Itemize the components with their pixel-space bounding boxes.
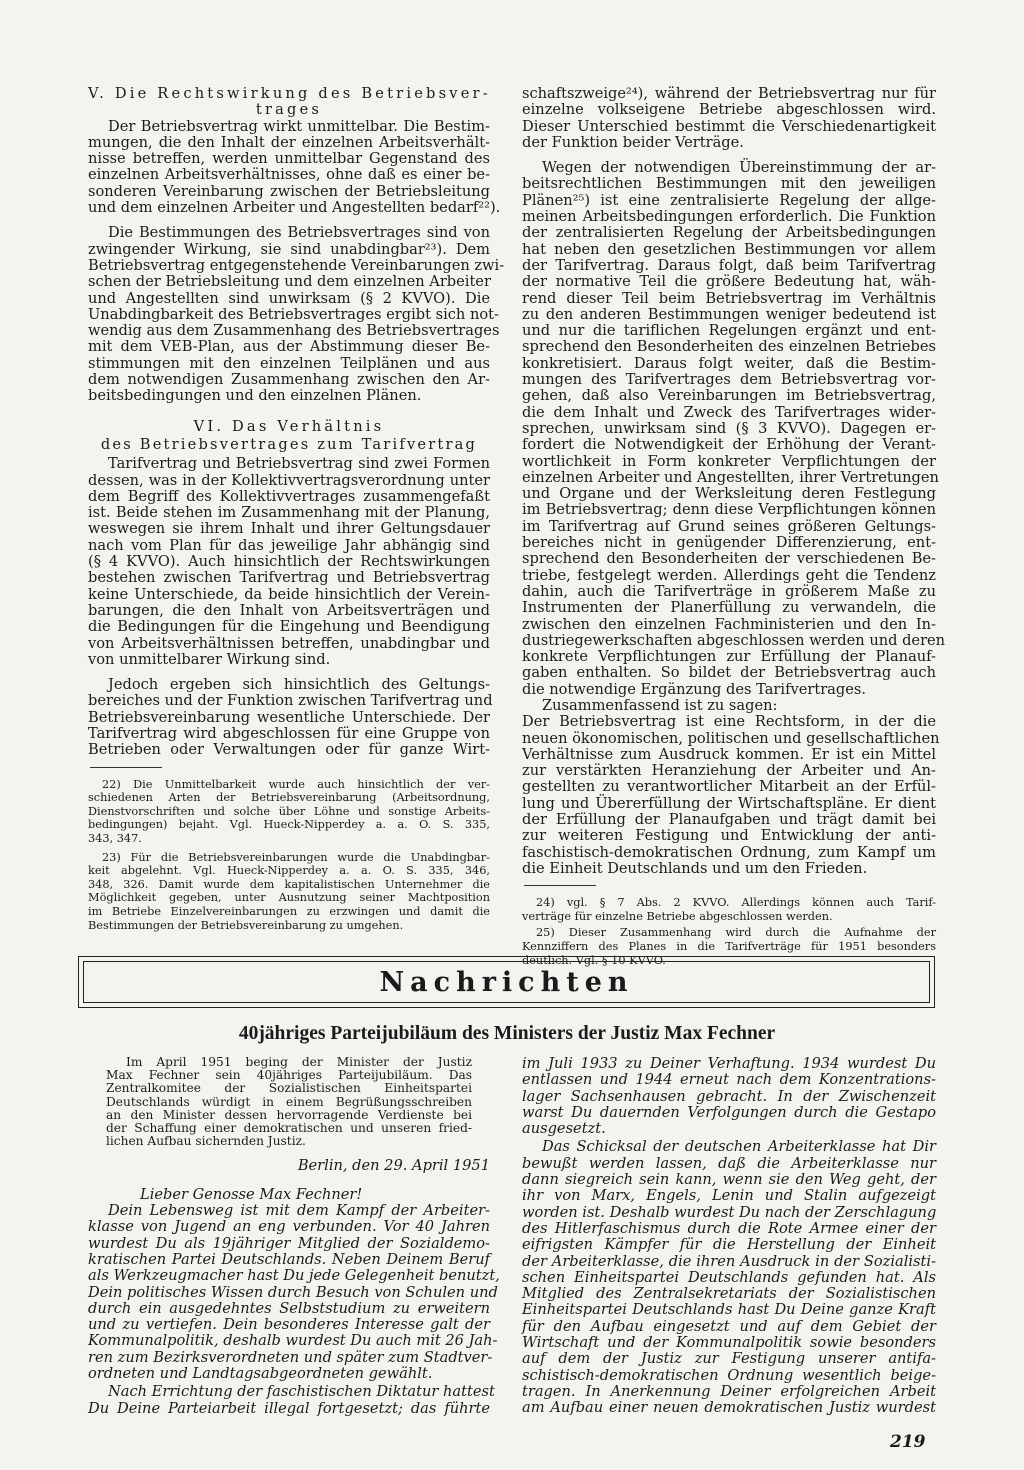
text-line: sprechend den Besonderheiten der verschiedenen Be-: [522, 550, 936, 568]
right-column: [522, 85, 946, 967]
text-line: Instrumenten der Planerfüllung zu verwandeln, die: [522, 599, 936, 617]
text-line: Unabdingbarkeit des Betriebsvertrages ergibt sich not-: [88, 305, 499, 323]
text-line: ihr von Marx, Engels, Lenin und Stalin aufgezeigt: [522, 1187, 936, 1205]
text-line: Max Fechner sein 40jähriges Parteijubiläum. Das: [106, 1068, 472, 1083]
news-banner-title: Nachrichten: [379, 966, 634, 998]
text-line: warst Du dauernden Verfolgungen durch die Gestapo: [522, 1103, 936, 1121]
right-paragraph-3: [522, 698, 936, 714]
text-line: mungen des Tarifvertrages dem Betriebsvertrag vor-: [522, 371, 936, 389]
heading-line: VI. Das Verhältnis: [193, 417, 385, 435]
text-line: hat neben den gesetzlichen Bestimmungen vor allem: [522, 240, 936, 258]
text-line: Mitglied des Zentralsekretariats der Sozialistischen: [522, 1285, 936, 1303]
text-line: Bestimmungen der Betriebsvereinbarung zu umgehen.: [88, 918, 404, 932]
text-line: keine Unterschiede, da beide hinsichtlich der Verein-: [88, 585, 490, 603]
news-banner-inner: [83, 961, 930, 1003]
text-line: sprechend den Besonderheiten des einzelnen Betriebes: [522, 338, 936, 356]
text-line: meinen Arbeitsbedingungen erforderlich. Die Funktion: [522, 208, 936, 226]
text-line: bestehen zwischen Tarifvertrag und Betriebsvertrag: [88, 569, 490, 587]
text-line: wendig aus dem Zusammenhang des Betriebsvertrages: [88, 322, 500, 340]
text-line: zur verstärkten Heranziehung der Arbeiter und An-: [522, 762, 936, 780]
text-line: der Erfüllung der Planaufgaben und trägt damit bei: [522, 811, 936, 829]
text-line: Plänen²⁵) ist eine zentralisierte Regelung der allge-: [522, 191, 936, 209]
text-line: sprechen, unwirksam sind (§ 3 KVVO). Dagegen er-: [522, 419, 936, 437]
text-line: eifrigsten Kämpfer für die Herstellung der Einheit: [522, 1236, 936, 1254]
text-line: worden ist. Deshalb wurdest Du nach der Zerschlagung: [522, 1203, 937, 1221]
text-line: lager Sachsenhausen gebracht. In der Zwischenzeit: [522, 1087, 936, 1105]
text-line: Betriebsvereinbarung wesentliche Unterschiede. Der: [88, 708, 490, 726]
text-line: mungen, die den Inhalt der einzelnen Arbeitsverhält-: [88, 133, 490, 151]
text-line: einzelne volkseigene Betriebe abgeschlossen wird.: [522, 101, 936, 119]
text-line: 24) vgl. § 7 Abs. 2 KVVO. Allerdings können auch Tarif-: [536, 896, 936, 910]
text-line: im Tarifvertrag auf Grund seines größeren Geltungs-: [522, 517, 936, 535]
text-line: dann siegreich sein kann, wenn sie den Weg geht, der: [522, 1171, 936, 1189]
text-line: schistisch-demokratischen Ordnung wesentlich beige-: [522, 1366, 936, 1384]
salutation: Lieber Genosse Max Fechner!: [140, 1185, 363, 1203]
text-line: tragen. In Anerkennung Deiner erfolgreichen Arbeit: [522, 1382, 936, 1400]
section-6-paragraph-2: [88, 676, 493, 759]
text-line: verträge für einzelne Betriebe abgeschlossen werden.: [522, 909, 833, 923]
text-line: an den Minister dessen hervorragende Verdienste bei: [106, 1107, 472, 1122]
text-line: 22) Die Unmittelbarkeit wurde auch hinsichtlich der ver-: [102, 777, 490, 791]
text-line: deutlich. Vgl. § 10 KVVO.: [522, 953, 666, 967]
footnote-divider: [524, 885, 596, 886]
text-line: schen Einheitspartei Deutschlands gefunden hat. Als: [522, 1268, 936, 1286]
text-line: Dein Lebensweg ist mit dem Kampf der Arbeiter-: [108, 1202, 490, 1220]
text-line: der Tarifvertrag. Daraus folgt, daß beim Tarifvertrag: [522, 256, 936, 274]
text-line: neuen ökonomischen, politischen und gesellschaftlichen: [522, 729, 940, 747]
footnote-23: [88, 851, 490, 933]
text-line: triebe, festgelegt werden. Allerdings geht die Tendenz: [522, 566, 936, 584]
text-line: Tarifvertrag und Betriebsvertrag sind zwei Formen: [108, 455, 490, 473]
text-line: konkretisiert. Daraus folgt weiter, daß die Bestim-: [522, 354, 936, 372]
text-line: wortlichkeit in Form konkreter Verpflichtungen der: [522, 452, 936, 470]
text-line: von Arbeitsverhältnissen betreffen, unabdingbar und: [88, 634, 490, 652]
text-line: der Schaffung einer demokratischen und unseren fried-: [106, 1121, 472, 1136]
text-line: Dieser Unterschied bestimmt die Verschiedenartigkeit: [522, 117, 936, 135]
text-line: auf dem der Justiz zur Festigung unserer antifa-: [522, 1350, 936, 1368]
text-line: sonderen Vereinbarung zwischen der Betriebsleitung: [88, 182, 490, 200]
text-line: gestellten zu verantwortlicher Mitarbeit an der Erfül-: [522, 778, 936, 796]
text-line: entlassen und 1944 erneut nach dem Konzentrations-: [522, 1071, 936, 1089]
text-line: dem Begriff des Kollektivvertrages zusammengefaßt: [88, 487, 490, 505]
text-line: ausgesetzt.: [522, 1120, 606, 1138]
section-6-paragraph-1: [88, 456, 490, 668]
text-line: klasse von Jugend an eng verbunden. Vor 40 Jahren: [88, 1218, 490, 1236]
text-line: Deutschlands würdigt in einem Begrüßungsschreiben: [106, 1094, 472, 1109]
text-line: Die Bestimmungen des Betriebsvertrages sind von: [108, 224, 490, 242]
text-line: gaben enthalten. So bildet der Betriebsvertrag auch: [522, 664, 936, 682]
letter-paragraph-4: [522, 1139, 936, 1416]
text-line: Betrieben oder Verwaltungen oder für ganze Wirt-: [88, 741, 490, 759]
text-line: Dein politisches Wissen durch Besuch von Schulen und: [88, 1283, 498, 1301]
text-line: Jedoch ergeben sich hinsichtlich des Geltungs-: [108, 676, 490, 694]
text-line: keit abgelehnt. Vgl. Hueck-Nipperdey a. a. O. S. 335, 346,: [88, 864, 490, 878]
text-line: Im April 1951 beging der Minister der Justiz: [126, 1055, 472, 1069]
text-line: (§ 4 KVVO). Auch hinsichtlich der Rechtswirkungen: [88, 553, 490, 571]
text-line: bedingungen) bejaht. Vgl. Hueck-Nipperdey a. a. O. S. 335,: [88, 818, 490, 832]
text-line: Betriebsvertrag entgegenstehende Vereinbarungen zwi-: [88, 256, 505, 274]
text-line: Kommunalpolitik, deshalb wurdest Du auch mit 26 Jah-: [88, 1332, 498, 1350]
text-line: lung und Übererfüllung der Wirtschaftspläne. Er dient: [522, 794, 936, 812]
text-line: schiedenen Arten der Betriebsvereinbarung (Arbeitsordnung,: [88, 791, 490, 805]
page-number: 219: [890, 1432, 926, 1452]
footnote-divider: [90, 767, 162, 768]
right-paragraph-4: [522, 713, 940, 877]
text-line: Möglichkeit gegeben, unter Ausnutzung seiner Machtposition: [88, 891, 490, 905]
dateline: Berlin, den 29. April 1951: [297, 1157, 490, 1175]
text-line: und Organe und der Werksleitung deren Festlegung: [522, 485, 936, 503]
text-line: mit dem VEB-Plan, aus der Abstimmung dieser Be-: [88, 338, 490, 356]
text-line: des Hitlerfaschismus durch die Rote Armee einer der: [522, 1219, 936, 1237]
footnote-24: [522, 896, 936, 923]
text-line: gehen, daß also Vereinbarungen im Betriebsvertrag,: [522, 387, 936, 405]
text-line: von unmittelbarer Wirkung sind.: [88, 650, 331, 668]
text-line: schaftszweige²⁴), während der Betriebsvertrag nur für: [522, 85, 936, 102]
text-line: Einheitspartei Deutschlands hast Du Deine ganze Kraft: [522, 1301, 936, 1319]
text-line: 25) Dieser Zusammenhang wird durch die Aufnahme der: [536, 926, 936, 940]
text-line: nisse betreffen, werden unmittelbar Gegenstand des: [88, 150, 490, 168]
text-line: durch ein ausgedehntes Selbststudium zu erweitern: [88, 1299, 490, 1317]
text-line: für den Aufbau eingesetzt und auf dem Gebiet der: [522, 1317, 936, 1335]
section-5-heading: [88, 86, 490, 119]
text-line: Du Deine Parteiarbeit illegal fortgesetzt; das führte: [88, 1399, 490, 1417]
text-line: dustriegewerkschaften abgeschlossen werden und deren: [522, 631, 946, 649]
text-line: Wirtschaft und der Kommunalpolitik sowie besonders: [522, 1334, 936, 1352]
text-line: die Einheit Deutschlands und um den Frieden.: [522, 859, 868, 877]
letter-paragraph-1: [88, 1202, 500, 1382]
text-line: am Aufbau einer neuen demokratischen Justiz wurdest: [522, 1399, 936, 1417]
text-line: einzelnen Arbeitsverhältnisses, ohne daß es einer be-: [88, 166, 490, 184]
text-line: Der Betriebsvertrag wirkt unmittelbar. Die Bestim-: [108, 117, 490, 135]
text-line: Zentralkomitee der Sozialistischen Einheitspartei: [106, 1081, 472, 1096]
text-line: und nur die tariflichen Regelungen ergänzt und ent-: [522, 322, 936, 340]
text-line: einzelnen Arbeiter und Angestellten, ihrer Vertretungen: [522, 468, 939, 486]
text-line: die dem Inhalt und Zweck des Tarifvertrages wider-: [522, 403, 936, 421]
text-line: beitsbedingungen und den einzelnen Plänen.: [88, 387, 422, 405]
right-paragraph-1: [522, 86, 936, 151]
news-headline: 40jähriges Parteijubiläum des Ministers der Justiz Max Fechner: [238, 1023, 776, 1044]
text-line: im Juli 1933 zu Deiner Verhaftung. 1934 wurdest Du: [522, 1055, 936, 1072]
heading-line: trages: [255, 101, 323, 119]
footnote-22: [88, 778, 490, 846]
letter-paragraph-2: [88, 1383, 495, 1417]
text-line: die notwendige Ergänzung des Tarifvertrages.: [522, 680, 866, 698]
text-line: bereiches und der Funktion zwischen Tarifvertrag und: [88, 692, 493, 710]
text-line: Nach Errichtung der faschistischen Diktatur hattest: [108, 1383, 495, 1401]
text-line: Dienstvorschriften und solche über Löhne und sonstige Arbeits-: [88, 804, 490, 818]
text-line: Zusammenfassend ist zu sagen:: [542, 696, 778, 714]
text-line: 343, 347.: [88, 831, 142, 845]
text-line: beitsrechtlichen Bestimmungen mit den jeweiligen: [522, 175, 936, 193]
text-line: schen der Betriebsleitung und dem einzelnen Arbeiter: [88, 273, 491, 291]
text-line: bereiches nicht in genügender Differenzierung, ent-: [522, 534, 936, 552]
letter-paragraph-3: [522, 1056, 936, 1137]
text-line: lichen Aufbau sichernden Justiz.: [106, 1134, 306, 1149]
text-line: Verhältnisse zum Ausdruck kommen. Er ist ein Mittel: [522, 745, 936, 763]
text-line: barungen, die den Inhalt von Arbeitsverträgen und: [88, 601, 490, 619]
section-5-paragraph-1: [88, 117, 501, 217]
text-line: 23) Für die Betriebsvereinbarungen wurde die Unabdingbar-: [102, 850, 490, 864]
text-line: faschistisch-demokratischen Ordnung, zum Kampf um: [522, 843, 936, 861]
text-line: zu den anderen Bestimmungen weniger bedeutend ist: [522, 305, 936, 323]
text-line: ordneten und Landtagsabgeordneten gewählt.: [88, 1364, 433, 1382]
news-banner: [78, 953, 935, 1008]
news-left-column: [88, 1055, 500, 1417]
section-6-heading: [88, 419, 490, 454]
text-line: dem notwendigen Zusammenhang zwischen den Ar-: [88, 371, 490, 389]
right-paragraph-2: [522, 159, 946, 698]
text-line: und Angestellten sind unwirksam (§ 2 KVVO). Die: [88, 289, 490, 307]
text-line: der Arbeiterklasse, die ihren Ausdruck in der Sozialisti-: [522, 1252, 936, 1270]
text-line: zur weiteren Festigung und Entwicklung der anti-: [522, 827, 936, 845]
text-line: wurdest Du als 19jähriger Mitglied der Sozialdemo-: [88, 1234, 490, 1252]
text-line: und zu vertiefen. Dein besonderes Interesse galt der: [88, 1316, 490, 1334]
section-5-paragraph-2: [88, 224, 505, 405]
text-line: stimmungen mit den einzelnen Teilplänen und aus: [88, 354, 490, 372]
text-line: im Betriebe Einzelvereinbarungen zu erzwingen und damit die: [88, 904, 490, 918]
text-line: kratischen Partei Deutschlands. Neben Deinem Beruf: [88, 1250, 490, 1268]
heading-line: des Betriebsvertrages zum Tarifvertrag: [100, 435, 478, 453]
text-line: zwischen den einzelnen Fachministerien und den In-: [522, 615, 936, 633]
text-line: die Bedingungen für die Eingehung und Beendigung: [88, 618, 490, 636]
text-line: der Funktion beider Verträge.: [522, 133, 744, 151]
text-line: und dem einzelnen Arbeiter und Angestellten bedarf²²).: [88, 199, 501, 217]
heading-line: V. Die Rechtswirkung des Betriebsver-: [88, 85, 491, 102]
text-line: bewußt werden lassen, daß die Arbeiterklasse nur: [522, 1154, 936, 1172]
news-intro: [88, 1056, 490, 1148]
news-right-column: [522, 1056, 936, 1417]
text-line: als Werkzeugmacher hast Du jede Gelegenheit benutzt,: [88, 1267, 500, 1285]
text-line: ren zum Bezirksverordneten und später zum Stadtver-: [88, 1348, 493, 1366]
text-line: Der Betriebsvertrag ist eine Rechtsform, in der die: [522, 713, 936, 731]
text-line: Kennziffern des Planes in die Tarifverträge für 1951 besonders: [522, 940, 936, 954]
text-line: weswegen sie ihrem Inhalt und ihrer Geltungsdauer: [88, 520, 490, 538]
text-line: der normative Teil die größere Bedeutung hat, wäh-: [522, 273, 936, 291]
text-line: rend dieser Teil beim Betriebsvertrag im Verhältnis: [522, 289, 936, 307]
text-line: konkrete Verpflichtungen zur Erfüllung der Planauf-: [522, 648, 936, 666]
text-line: der zentralisierten Regelung der Arbeitsbedingungen: [522, 224, 936, 242]
text-line: Wegen der notwendigen Übereinstimmung der ar-: [542, 159, 936, 177]
text-line: fordert die Notwendigkeit der Erhöhung der Verant-: [522, 436, 936, 454]
text-line: ist. Beide stehen im Zusammenhang mit der Planung,: [88, 504, 490, 522]
text-line: dessen, was in der Kollektivvertragsverordnung unter: [88, 471, 490, 489]
text-line: dahin, auch die Tarifverträge in größerem Maße zu: [522, 582, 936, 600]
text-line: Das Schicksal der deutschen Arbeiterklasse hat Dir: [542, 1138, 936, 1156]
text-line: zwingender Wirkung, sie sind unabdingbar²³). Dem: [88, 240, 490, 258]
text-line: Tarifvertrag wird abgeschlossen für eine Gruppe von: [88, 724, 490, 742]
left-column: [88, 85, 505, 932]
text-line: 348, 326. Damit wurde dem kapitalistischen Unternehmer die: [88, 877, 490, 891]
text-line: nach vom Plan für das jeweilige Jahr abhängig sind: [88, 536, 490, 554]
text-line: im Betriebsvertrag; denn diese Verpflichtungen können: [522, 501, 936, 519]
